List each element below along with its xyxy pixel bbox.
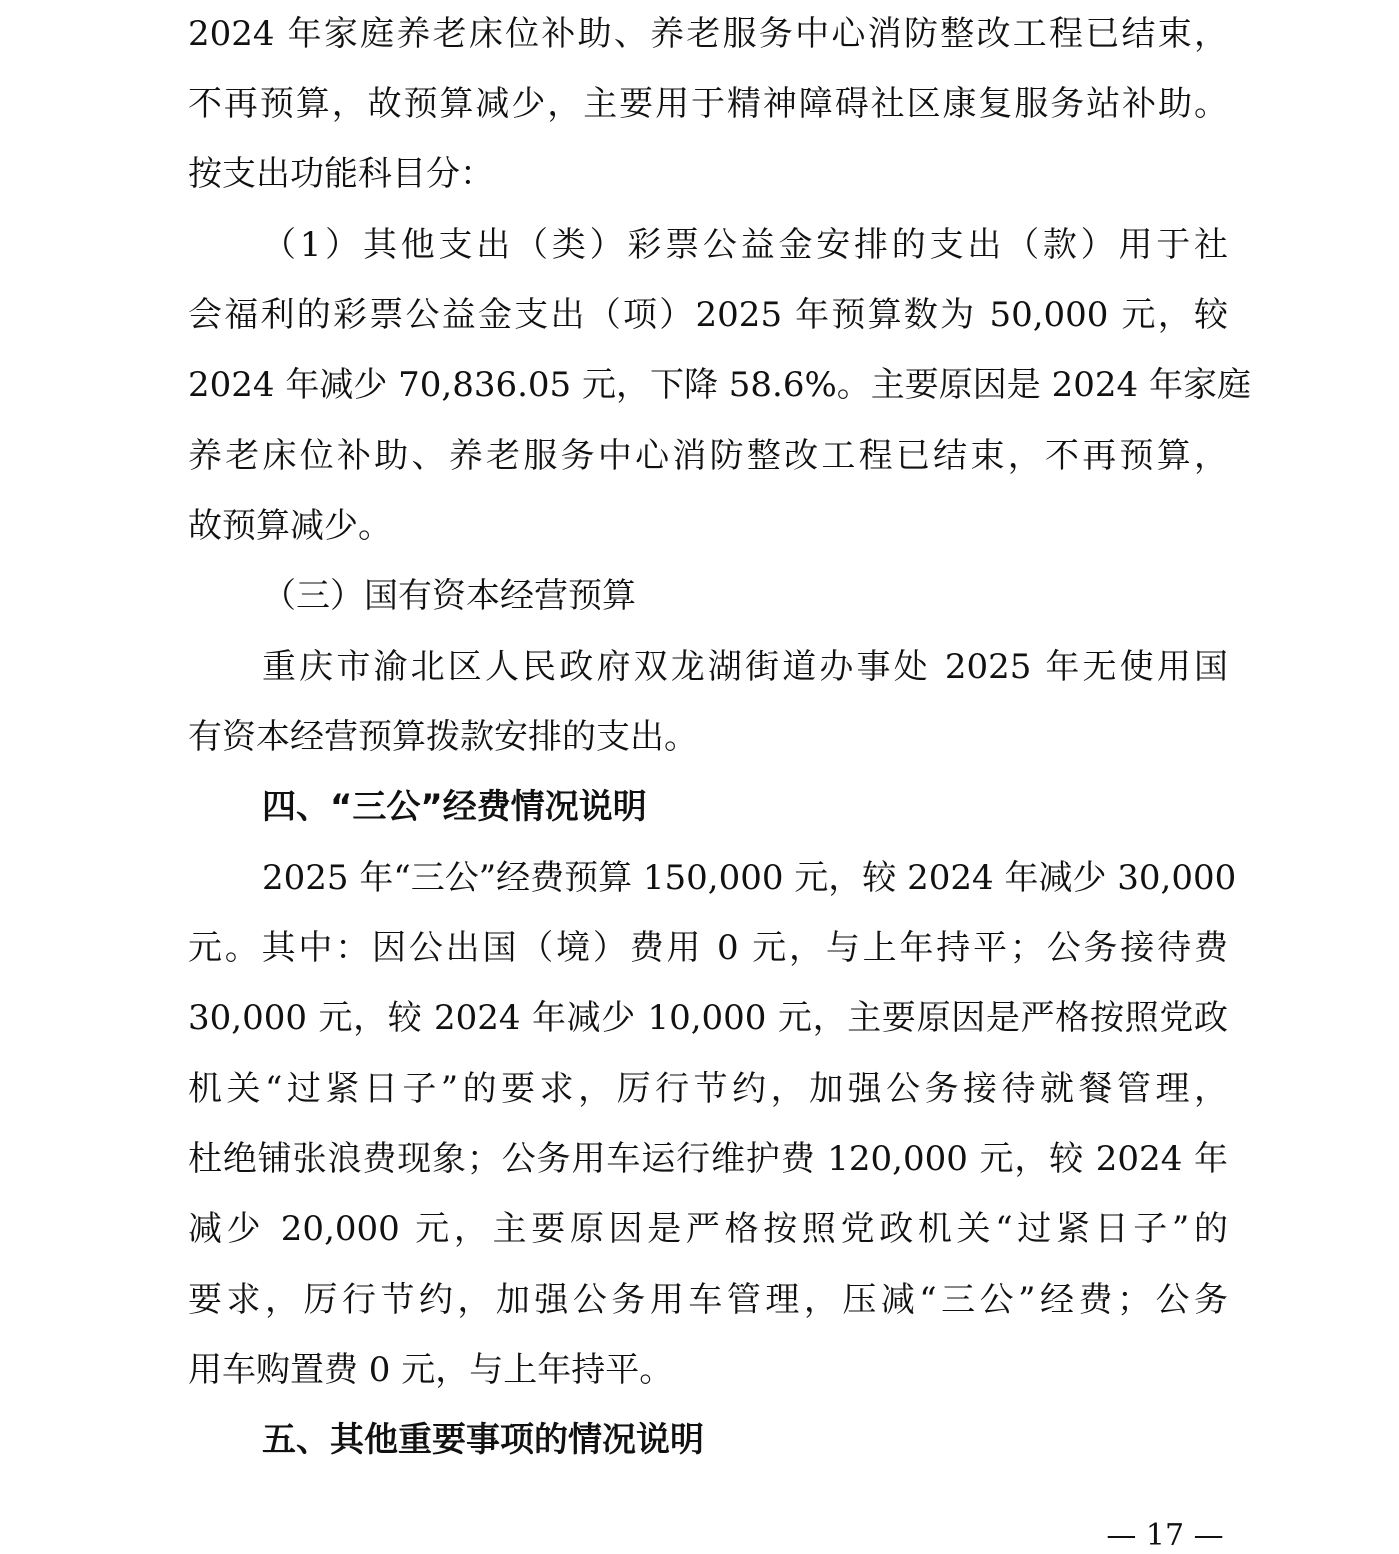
body-line: 要求，厉行节约，加强公务用车管理，压减“三公”经费；公务 <box>188 1280 1228 1320</box>
body-line: 2024 年家庭养老床位补助、养老服务中心消防整改工程已结束， <box>188 14 1228 54</box>
body-line: 有资本经营预算拨款安排的支出。 <box>188 717 698 757</box>
section-heading: （三）国有资本经营预算 <box>262 576 636 616</box>
body-line: 30,000 元，较 2024 年减少 10,000 元，主要原因是严格按照党政 <box>188 998 1228 1038</box>
body-line: 不再预算，故预算减少，主要用于精神障碍社区康复服务站补助。 <box>188 84 1228 124</box>
section-heading: 四、“三公”经费情况说明 <box>262 787 647 827</box>
body-line: 杜绝铺张浪费现象；公务用车运行维护费 120,000 元，较 2024 年 <box>188 1139 1228 1179</box>
body-line: 故预算减少。 <box>188 506 392 546</box>
body-line: 机关“过紧日子”的要求，厉行节约，加强公务接待就餐管理， <box>188 1069 1228 1109</box>
body-line: 2024 年减少 70,836.05 元，下降 58.6%。主要原因是 2024 年家庭 <box>188 365 1251 405</box>
body-line: 会福利的彩票公益金支出（项）2025 年预算数为 50,000 元，较 <box>188 295 1228 335</box>
body-line: 养老床位补助、养老服务中心消防整改工程已结束，不再预算， <box>188 436 1228 476</box>
section-heading: 五、其他重要事项的情况说明 <box>262 1420 704 1460</box>
body-line: 按支出功能科目分： <box>188 154 494 194</box>
body-line: 元。其中：因公出国（境）费用 0 元，与上年持平；公务接待费 <box>188 928 1228 968</box>
body-line: 减少 20,000 元，主要原因是严格按照党政机关“过紧日子”的 <box>188 1209 1228 1249</box>
body-line: 用车购置费 0 元，与上年持平。 <box>188 1350 674 1390</box>
body-line: （1）其他支出（类）彩票公益金安排的支出（款）用于社 <box>262 225 1228 265</box>
body-line: 2025 年“三公”经费预算 150,000 元，较 2024 年减少 30,000 <box>262 858 1237 898</box>
page-number: — 17 — <box>1106 1518 1224 1553</box>
body-line: 重庆市渝北区人民政府双龙湖街道办事处 2025 年无使用国 <box>262 647 1228 687</box>
